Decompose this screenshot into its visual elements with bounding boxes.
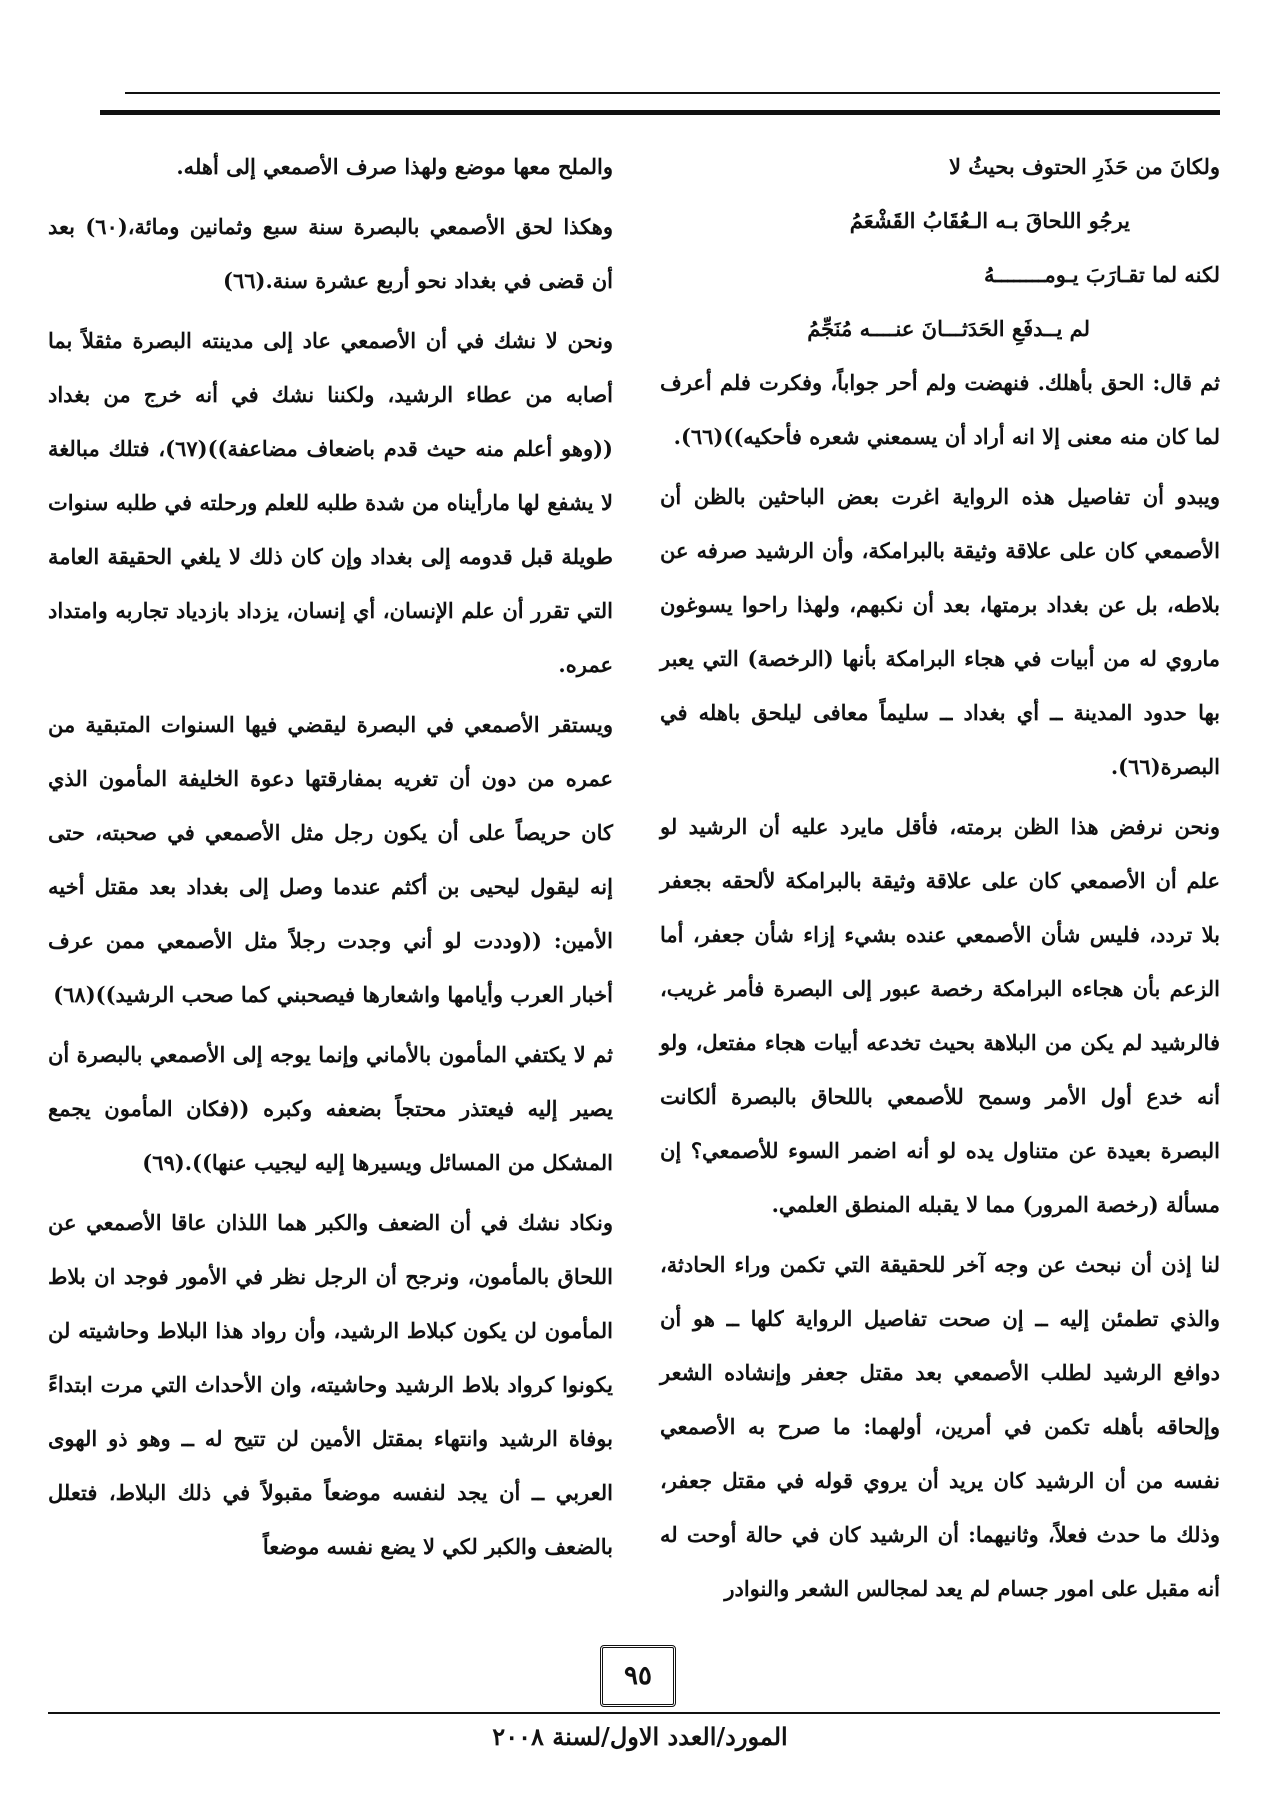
header-rule-thick (100, 110, 1220, 115)
verse-line-3: لكنه لما تقـارَبَ يـومــــــــهُ (984, 262, 1220, 287)
paragraph: ونحن نرفض هذا الظن برمته، فأقل مايرد عليه أن الرشيد لو علم أن الأصمعي كان على علاقة وثيقة بالبرامكة لألحقه بجعفر بلا تردد، فليس شأن الأصمعي عنده بشيء إزاء شأن جعفر، أما الزعم بأن هجاءه البرامكة رخصة عبور إلى البصرة فأمر غريب، فالرشيد لم يكن من البلاهة بحيث تخدعه أبيات هجاء مفتعل، ولو أنه خدع أول الأمر وسمح للأصمعي باللحاق بالبصرة ألكانت البصرة بعيدة عن متناول يده لو أنه اضمر السوء للأصمعي؟ إن مسألة (رخصة المرور) مما لا يقبله المنطق العلمي. (660, 814, 1220, 1217)
paragraph: وهكذا لحق الأصمعي بالبصرة سنة سبع وثمانين ومائة،(٦٠) بعد أن قضى في بغداد نحو أربع عشرة سنة.(٦٦) (48, 214, 613, 293)
paragraph: ونكاد نشك في أن الضعف والكبر هما اللذان عاقا الأصمعي عن اللحاق بالمأمون، ونرجح أن الرجل نظر في الأمور فوجد ان بلاط المأمون لن يكون كبلاط الرشيد، وأن رواد هذا البلاط وحاشيته لن يكونوا كرواد بلاط الرشيد وحاشيته، وان الأحداث التي مرت ابتداءً بوفاة الرشيد وانتهاء بمقتل الأمين لن تتيح له ــ وهو ذو الهوى العربي ــ أن يجد لنفسه موضعاً مقبولاً في ذلك البلاط، فتعلل بالضعف والكبر لكي لا يضع نفسه موضعاً (48, 1210, 613, 1559)
paragraph: ثم لا يكتفي المأمون بالأماني وإنما يوجه إلى الأصمعي بالبصرة أن يصير إليه فيعتذر محتجاً بضعفه وكبره ((فكان المأمون يجمع المشكل من المسائل ويسيرها إليه ليجيب عنها)).(٦٩) (48, 1042, 613, 1175)
header-rule-thin (125, 92, 1220, 94)
footer-rule (48, 1712, 1220, 1714)
right-column (660, 140, 1220, 1622)
paragraph: ونحن لا نشك في أن الأصمعي عاد إلى مدينته البصرة مثقلاً بما أصابه من عطاء الرشيد، ولكننا نشك في أنه خرج من بغداد ((وهو أعلم منه حيث قدم باضعاف مضاعفة))(٦٧)، فتلك مبالغة لا يشفع لها مارأيناه من شدة طلبه للعلم ورحلته في طلبه سنوات طويلة قبل قدومه إلى بغداد وإن كان ذلك لا يلغي الحقيقة العامة التي تقرر أن علم الإنسان، أي إنسان، يزداد بازدياد تجاربه وامتداد عمره. (48, 328, 613, 677)
paragraph: ويستقر الأصمعي في البصرة ليقضي فيها السنوات المتبقية من عمره من دون أن تغريه بمفارقتها دعوة الخليفة المأمون الذي كان حريصاً على أن يكون رجل مثل الأصمعي في صحبته، حتى إنه ليقول ليحيى بن أكثم عندما وصل إلى بغداد بعد مقتل أخيه الأمين: ((وددت لو أني وجدت رجلاً مثل الأصمعي ممن عرف أخبار العرب وأيامها واشعارها فيصحبني كما صحب الرشيد))(٦٨) (48, 712, 613, 1007)
paragraph: لنا إذن أن نبحث عن وجه آخر للحقيقة التي تكمن وراء الحادثة، والذي تطمئن إليه ــ إن صحت تفاصيل الرواية كلها ــ هو أن دوافع الرشيد لطلب الأصمعي بعد مقتل جعفر وإنشاده الشعر وإلحاقه بأهله تكمن في أمرين، أولهما: ما صرح به الأصمعي نفسه من أن الرشيد كان يريد أن يروي قوله في مقتل جعفر، وذلك ما حدث فعلاً، وثانيهما: أن الرشيد كان في حالة أوحت له أنه مقبل على امور جسام لم يعد لمجالس الشعر والنوادر (660, 1252, 1220, 1601)
page-number: ٩٥ (600, 1645, 676, 1707)
footer-citation: المورد/العدد الاول/لسنة ٢٠٠٨ (492, 1722, 788, 1751)
verse-line-1: ولكانَ من حَذَرِ الحتوف بحيثُ لا (949, 154, 1220, 179)
paragraph: ويبدو أن تفاصيل هذه الرواية اغرت بعض الباحثين بالظن أن الأصمعي كان على علاقة وثيقة بالبرامكة، وأن الرشيد صرفه عن بلاطه، بل عن بغداد برمتها، بعد أن نكبهم، ولهذا راحوا يسوغون ماروي له من أبيات في هجاء البرامكة بأنها (الرخصة) التي يعبر بها حدود المدينة ــ أي بغداد ــ سليماً معافى ليلحق باهله في البصرة(٦٦). (660, 484, 1221, 779)
left-column (48, 140, 613, 1580)
verse-line-4: لم يــدفَعِ الحَدَثـــانَ عنــــه مُنَجِّمُ (807, 316, 1090, 341)
paragraph: ثم قال: الحق بأهلك. فنهضت ولم أحر جواباً، وفكرت فلم أعرف لما كان منه معنى إلا انه أراد أن يسمعني شعره فأحكيه))(٦٦). (660, 370, 1220, 449)
paragraph: والملح معها موضع ولهذا صرف الأصمعي إلى أهله. (176, 154, 613, 179)
verse-line-2: يرجُو اللحاقَ بـه الـعُقَابُ القَشْعَمُ (849, 208, 1130, 233)
